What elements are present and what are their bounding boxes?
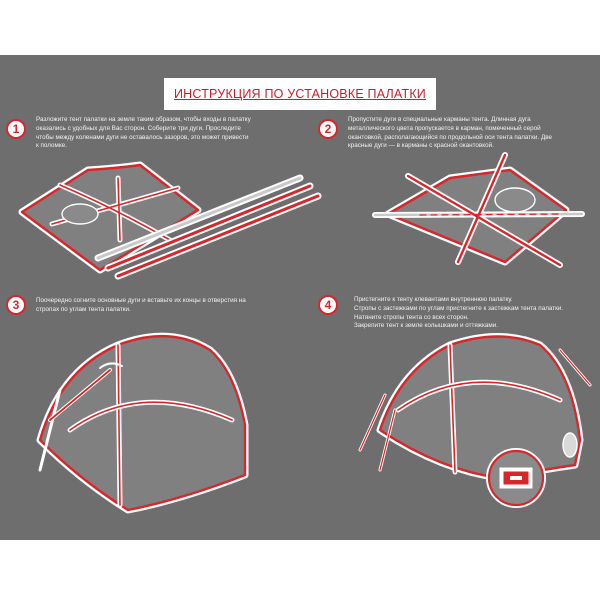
step-2-line: Пропустите дуги в специальные карманы тента. Длинная дуга	[348, 116, 531, 123]
step-2-line: красные дуги — в карманы с красной окантовкой.	[348, 142, 494, 150]
step-4-line: Натяните стропы тента со всех сторон.	[354, 313, 469, 321]
step-4-line: Стропы с застежками по углам пристегните к застежкам тента палатки.	[354, 304, 564, 312]
step-1-line: Разложите тент палатки на земле таким образом, чтобы входы в палатку	[36, 116, 251, 123]
step-2-tent-illustration	[375, 155, 582, 265]
step-4-line: Пристегните к тенту клевантами внутреннюю палатку.	[354, 296, 513, 303]
step-3-line: стропах по углам тента палатки.	[36, 305, 131, 313]
step-3-badge: 3	[6, 295, 26, 315]
step-2-line: окантовкой, располагающийся по продольной оси тента палатки. Две	[348, 133, 552, 141]
step-4-badge: 4	[318, 295, 338, 315]
step-1-tent-illustration	[22, 165, 318, 276]
step-2-line: металлического цвета пропускается в карман, помеченный серой	[348, 124, 541, 132]
page-title: ИНСТРУКЦИЯ ПО УСТАНОВКЕ ПАЛАТКИ	[173, 87, 426, 101]
step-4-line: Закрепите тент к земле колышками и оттяжками.	[354, 322, 499, 330]
step-1-badge: 1	[6, 119, 26, 139]
step-1-line: чтобы между коленами дуги не оставалось зазоров, это может привести	[36, 133, 249, 141]
step-2-badge: 2	[318, 119, 338, 139]
step-4-tent-illustration	[360, 337, 590, 506]
step-1-line: к поломке.	[36, 142, 67, 150]
step-3-tent-illustration	[40, 336, 245, 510]
step-1-line: оказались с удобных для Вас сторон. Соберите три дуги. Проследите	[36, 124, 241, 132]
step-3-line: Поочередно согните основные дуги и вставьте их концы в отверстия на	[36, 297, 246, 304]
